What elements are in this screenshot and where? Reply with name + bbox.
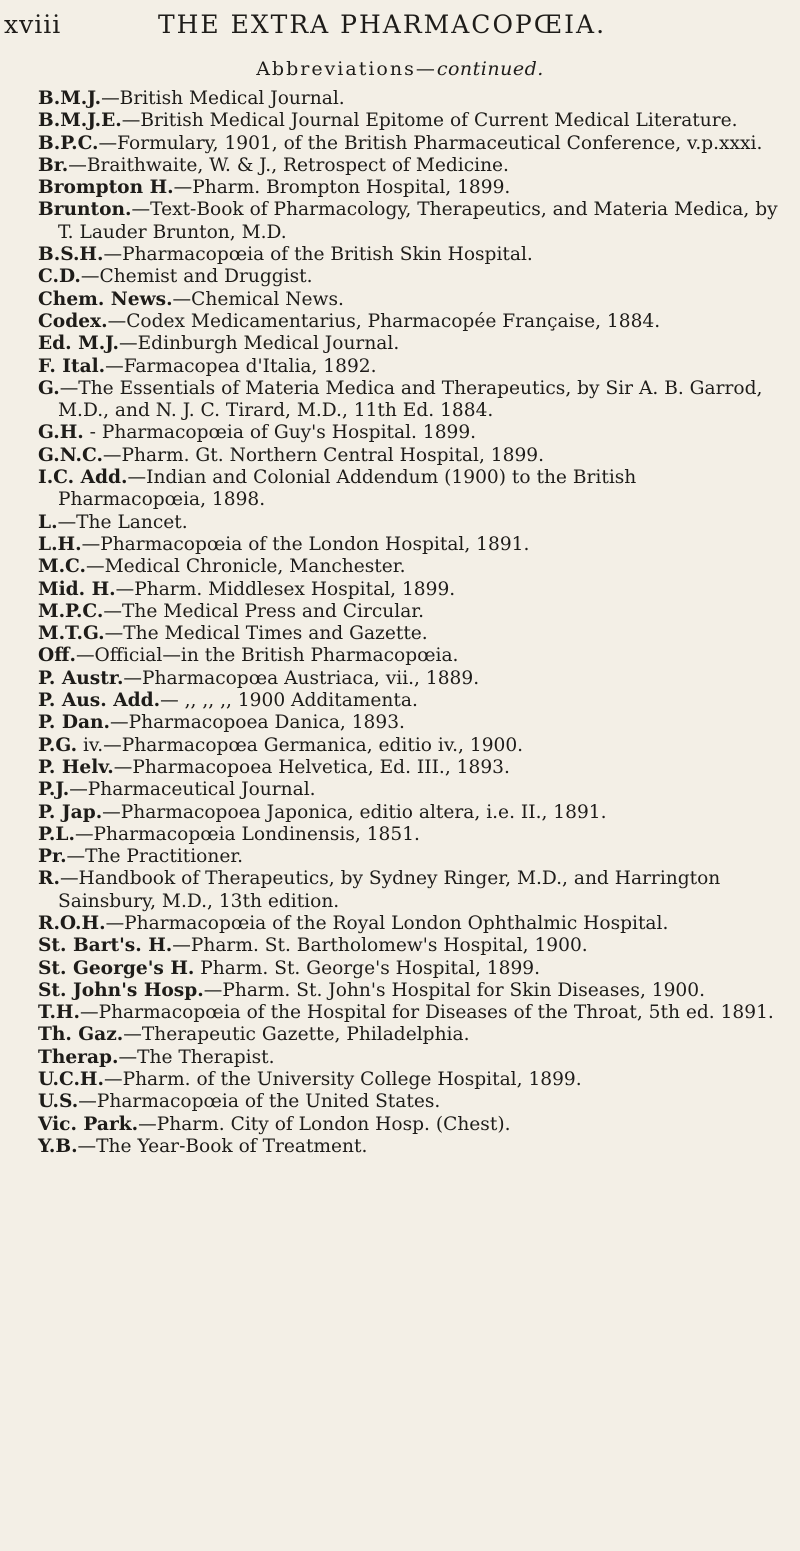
abbreviation-term: Y.B. bbox=[38, 1135, 78, 1157]
abbreviation-definition: —Chemist and Druggist. bbox=[80, 266, 313, 288]
abbreviation-term: Codex. bbox=[38, 310, 108, 332]
abbreviation-term: B.M.J.E. bbox=[38, 110, 122, 132]
abbreviation-term: Mid. H. bbox=[38, 578, 116, 600]
abbreviation-term: R. bbox=[38, 868, 60, 890]
abbreviation-definition: —Farmacopea d'Italia, 1892. bbox=[105, 355, 377, 377]
abbreviation-definition: —Formulary, 1901, of the British Pharmaceutical Conference, v.p.xxxi. bbox=[98, 132, 763, 154]
abbreviation-term: L. bbox=[38, 511, 58, 533]
abbreviation-definition: —Chemical News. bbox=[172, 288, 344, 310]
abbreviation-definition: —Edinburgh Medical Journal. bbox=[119, 333, 400, 355]
abbreviation-term: U.C.H. bbox=[38, 1069, 104, 1091]
abbreviation-term: C.D. bbox=[38, 266, 81, 288]
abbreviation-entry bbox=[38, 1047, 778, 1069]
abbreviation-term: P. Aus. Add. bbox=[38, 690, 161, 712]
section-title-continued: continued. bbox=[436, 58, 544, 80]
abbreviation-term: U.S. bbox=[38, 1091, 79, 1113]
abbreviation-entry bbox=[38, 980, 778, 1002]
abbreviation-entry bbox=[38, 579, 778, 601]
abbreviation-term: Vic. Park. bbox=[38, 1113, 139, 1135]
abbreviation-entry bbox=[38, 467, 778, 512]
abbreviation-term: G.N.C. bbox=[38, 444, 103, 466]
abbreviation-definition: —Pharmacopœia of the Royal London Ophthalmic Hospital. bbox=[105, 912, 669, 934]
abbreviation-definition: —Pharmacopœia of the London Hospital, 1891. bbox=[81, 533, 530, 555]
abbreviation-entry bbox=[38, 1114, 778, 1136]
abbreviation-definition: —The Essentials of Materia Medica and Therapeutics, by Sir A. B. Garrod, M.D., and N. J. C. Tirard, M.D., 11th Ed. 1884. bbox=[58, 377, 763, 422]
abbreviation-entry bbox=[38, 333, 778, 355]
abbreviation-list bbox=[38, 88, 778, 1158]
abbreviation-definition: —Pharm. St. Bartholomew's Hospital, 1900. bbox=[172, 935, 588, 957]
abbreviation-definition: —Pharmacopoea Danica, 1893. bbox=[110, 712, 405, 734]
abbreviation-entry bbox=[38, 512, 778, 534]
abbreviation-term: G. bbox=[38, 377, 60, 399]
abbreviation-definition: —The Year-Book of Treatment. bbox=[77, 1135, 368, 1157]
abbreviation-entry bbox=[38, 846, 778, 868]
abbreviation-definition: Pharm. St. George's Hospital, 1899. bbox=[194, 957, 541, 979]
abbreviation-term: Ed. M.J. bbox=[38, 333, 120, 355]
abbreviation-entry bbox=[38, 824, 778, 846]
abbreviation-term: Chem. News. bbox=[38, 288, 173, 310]
abbreviation-term: P. Helv. bbox=[38, 756, 114, 778]
abbreviation-definition: —Handbook of Therapeutics, by Sydney Ringer, M.D., and Harrington Sainsbury, M.D., 13th edition. bbox=[58, 868, 721, 912]
abbreviation-entry bbox=[38, 1136, 778, 1158]
abbreviation-entry bbox=[38, 802, 778, 824]
abbreviation-definition: —Pharm. Gt. Northern Central Hospital, 1899. bbox=[102, 444, 545, 466]
abbreviation-entry bbox=[38, 779, 778, 801]
abbreviation-entry bbox=[38, 445, 778, 467]
abbreviation-definition: —Pharm. City of London Hosp. (Chest). bbox=[138, 1113, 511, 1135]
abbreviation-entry bbox=[38, 913, 778, 935]
abbreviation-entry bbox=[38, 1024, 778, 1046]
abbreviation-term: St. George's H. bbox=[38, 957, 195, 979]
abbreviation-entry bbox=[38, 534, 778, 556]
abbreviation-definition: —Therapeutic Gazette, Philadelphia. bbox=[123, 1024, 470, 1046]
abbreviation-entry bbox=[38, 311, 778, 333]
abbreviation-term: P.L. bbox=[38, 823, 75, 845]
running-head bbox=[4, 10, 760, 40]
abbreviation-definition: — ,, ,, ,, 1900 Additamenta. bbox=[160, 690, 418, 712]
abbreviation-definition: —The Therapist. bbox=[118, 1046, 275, 1068]
abbreviation-definition: —The Medical Times and Gazette. bbox=[104, 623, 428, 645]
abbreviation-entry bbox=[38, 133, 778, 155]
abbreviation-term: P.J. bbox=[38, 779, 70, 801]
abbreviation-definition: —Text-Book of Pharmacology, Therapeutics, and Materia Medica, by T. Lauder Brunton, M.D. bbox=[58, 199, 778, 243]
abbreviation-term: Therap. bbox=[38, 1046, 119, 1068]
abbreviation-definition: —The Medical Press and Circular. bbox=[103, 600, 425, 622]
abbreviation-definition: —Pharmaceutical Journal. bbox=[69, 779, 316, 801]
abbreviation-term: P.G. bbox=[38, 734, 78, 756]
abbreviation-definition: —Official—in the British Pharmacopœia. bbox=[75, 645, 459, 667]
abbreviation-term: R.O.H. bbox=[38, 912, 106, 934]
abbreviation-entry bbox=[38, 177, 778, 199]
abbreviation-definition: —Medical Chronicle, Manchester. bbox=[86, 556, 406, 578]
abbreviation-term: St. Bart's. H. bbox=[38, 935, 173, 957]
abbreviation-entry bbox=[38, 601, 778, 623]
abbreviation-entry bbox=[38, 88, 778, 110]
abbreviation-term: P. Austr. bbox=[38, 667, 124, 689]
abbreviation-definition: —Codex Medicamentarius, Pharmacopée Française, 1884. bbox=[107, 310, 661, 332]
abbreviation-term: Br. bbox=[38, 154, 69, 176]
abbreviation-definition: —Pharmacopoea Helvetica, Ed. III., 1893. bbox=[113, 756, 510, 778]
abbreviation-term: Brompton H. bbox=[38, 177, 174, 199]
abbreviation-entry bbox=[38, 556, 778, 578]
abbreviation-entry bbox=[38, 1091, 778, 1113]
abbreviation-definition: —Pharmacopoea Japonica, editio altera, i.e. II., 1891. bbox=[102, 801, 607, 823]
running-title: THE EXTRA PHARMACOPŒIA. bbox=[157, 10, 607, 39]
abbreviation-entry bbox=[38, 289, 778, 311]
abbreviation-entry bbox=[38, 378, 778, 423]
abbreviation-entry bbox=[38, 356, 778, 378]
abbreviation-definition: —Pharmacopœia of the United States. bbox=[78, 1091, 441, 1113]
abbreviation-term: I.C. Add. bbox=[38, 467, 128, 489]
abbreviation-definition: —Indian and Colonial Addendum (1900) to the British Pharmacopœia, 1898. bbox=[58, 467, 637, 511]
abbreviation-entry bbox=[38, 757, 778, 779]
abbreviation-definition: —Pharm. Brompton Hospital, 1899. bbox=[173, 177, 511, 199]
section-title bbox=[0, 58, 800, 80]
abbreviation-definition: —The Lancet. bbox=[57, 511, 188, 533]
abbreviation-term: T.H. bbox=[38, 1002, 80, 1024]
abbreviation-entry bbox=[38, 958, 778, 980]
section-title-text: Abbreviations— bbox=[256, 58, 437, 80]
abbreviation-entry bbox=[38, 668, 778, 690]
abbreviation-entry bbox=[38, 623, 778, 645]
abbreviation-definition: —The Practitioner. bbox=[66, 846, 244, 868]
abbreviation-term: Pr. bbox=[38, 846, 67, 868]
abbreviation-definition: —Pharm. of the University College Hospital, 1899. bbox=[103, 1069, 582, 1091]
abbreviation-entry bbox=[38, 244, 778, 266]
abbreviation-term: Off. bbox=[38, 645, 76, 667]
abbreviation-definition: —Pharmacopœia of the British Skin Hospital. bbox=[103, 244, 533, 266]
abbreviation-definition: iv.—Pharmacopœa Germanica, editio iv., 1900. bbox=[77, 734, 524, 756]
abbreviation-definition: —British Medical Journal. bbox=[101, 88, 345, 109]
page-number: xviii bbox=[4, 10, 62, 39]
abbreviation-entry bbox=[38, 712, 778, 734]
abbreviation-term: M.T.G. bbox=[38, 623, 105, 645]
abbreviation-definition: —Pharm. Middlesex Hospital, 1899. bbox=[115, 578, 456, 600]
abbreviation-entry bbox=[38, 1002, 778, 1024]
abbreviation-term: P. Jap. bbox=[38, 801, 103, 823]
abbreviation-entry bbox=[38, 199, 778, 244]
abbreviation-entry bbox=[38, 935, 778, 957]
abbreviation-term: F. Ital. bbox=[38, 355, 106, 377]
abbreviation-definition: —Pharmacopœa Austriaca, vii., 1889. bbox=[123, 667, 480, 689]
abbreviation-entry bbox=[38, 422, 778, 444]
abbreviation-entry bbox=[38, 645, 778, 667]
abbreviation-entry bbox=[38, 690, 778, 712]
abbreviation-term: Th. Gaz. bbox=[38, 1024, 124, 1046]
abbreviation-entry bbox=[38, 1069, 778, 1091]
abbreviation-term: B.M.J. bbox=[38, 88, 102, 109]
abbreviation-entry bbox=[38, 110, 778, 132]
abbreviation-entry bbox=[38, 155, 778, 177]
abbreviation-term: P. Dan. bbox=[38, 712, 111, 734]
abbreviation-definition: - Pharmacopœia of Guy's Hospital. 1899. bbox=[83, 422, 477, 444]
abbreviation-definition: —Pharmacopœia Londinensis, 1851. bbox=[74, 823, 420, 845]
abbreviation-entry bbox=[38, 266, 778, 288]
abbreviation-definition: —British Medical Journal Epitome of Current Medical Literature. bbox=[121, 110, 738, 132]
abbreviation-entry bbox=[38, 735, 778, 757]
abbreviation-term: M.C. bbox=[38, 556, 87, 578]
abbreviation-definition: —Braithwaite, W. & J., Retrospect of Medicine. bbox=[68, 154, 509, 176]
abbreviation-term: B.S.H. bbox=[38, 244, 104, 266]
abbreviation-term: Brunton. bbox=[38, 199, 132, 221]
abbreviation-definition: —Pharmacopœia of the Hospital for Diseases of the Throat, 5th ed. 1891. bbox=[79, 1002, 774, 1024]
abbreviation-term: St. John's Hosp. bbox=[38, 979, 204, 1001]
abbreviation-entry bbox=[38, 868, 778, 913]
abbreviation-term: M.P.C. bbox=[38, 600, 104, 622]
abbreviation-definition: —Pharm. St. John's Hospital for Skin Diseases, 1900. bbox=[203, 979, 706, 1001]
abbreviation-term: G.H. bbox=[38, 422, 84, 444]
abbreviation-term: B.P.C. bbox=[38, 132, 99, 154]
abbreviation-term: L.H. bbox=[38, 533, 82, 555]
